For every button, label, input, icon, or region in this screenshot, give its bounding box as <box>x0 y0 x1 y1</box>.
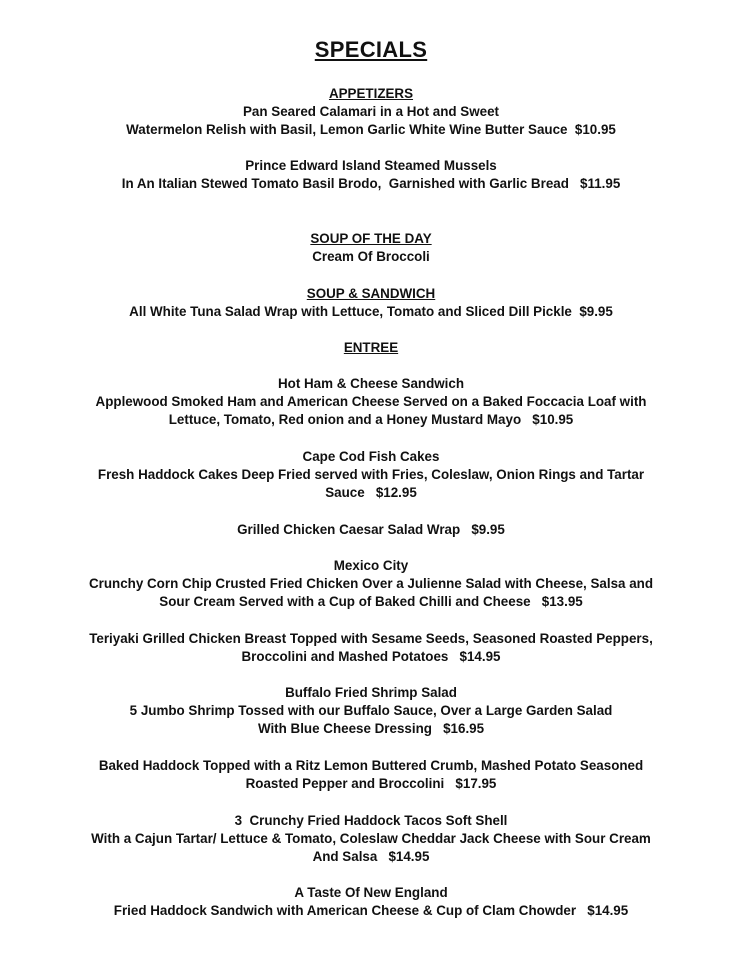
entree-ham-cheese-desc-1: Applewood Smoked Ham and American Cheese Served on a Baked Foccacia Loaf with <box>95 394 647 409</box>
section-heading-entree: ENTREE <box>343 340 399 355</box>
entree-ham-cheese-desc-2: Lettuce, Tomato, Red onion and a Honey Mustard Mayo $10.95 <box>168 412 574 427</box>
soup-sandwich-item: All White Tuna Salad Wrap with Lettuce, Tomato and Sliced Dill Pickle $9.95 <box>129 304 613 319</box>
appetizer-mussels-line-2: In An Italian Stewed Tomato Basil Brodo, Garnished with Garlic Bread $11.95 <box>121 176 621 191</box>
soup-of-the-day-item: Cream Of Broccoli <box>312 249 430 264</box>
section-heading-soup-sandwich: SOUP & SANDWICH <box>306 286 436 301</box>
section-heading-appetizers: APPETIZERS <box>328 86 414 101</box>
entree-mexico-city-name: Mexico City <box>333 558 409 573</box>
entree-baked-haddock-desc-2: Roasted Pepper and Broccolini $17.95 <box>245 776 497 791</box>
entree-mexico-city-desc-1: Crunchy Corn Chip Crusted Fried Chicken Over a Julienne Salad with Cheese, Salsa and <box>88 576 654 591</box>
entree-buffalo-shrimp-desc-1: 5 Jumbo Shrimp Tossed with our Buffalo Sauce, Over a Large Garden Salad <box>129 703 613 718</box>
entree-taste-of-new-england-desc-1: Fried Haddock Sandwich with American Cheese & Cup of Clam Chowder $14.95 <box>113 903 629 918</box>
entree-haddock-tacos-desc-1: With a Cajun Tartar/ Lettuce & Tomato, Coleslaw Cheddar Jack Cheese with Sour Cream <box>91 831 651 846</box>
section-heading-soup-of-the-day: SOUP OF THE DAY <box>310 231 432 246</box>
page-title: SPECIALS <box>314 37 428 62</box>
appetizer-mussels-line-1: Prince Edward Island Steamed Mussels <box>245 158 497 173</box>
entree-teriyaki-desc-2: Broccolini and Mashed Potatoes $14.95 <box>241 649 501 664</box>
entree-haddock-tacos-desc-2: And Salsa $14.95 <box>312 849 430 864</box>
entree-haddock-tacos-name: 3 Crunchy Fried Haddock Tacos Soft Shell <box>234 813 508 828</box>
entree-ham-cheese-name: Hot Ham & Cheese Sandwich <box>277 376 465 391</box>
entree-teriyaki-desc-1: Teriyaki Grilled Chicken Breast Topped with Sesame Seeds, Seasoned Roasted Peppers, <box>89 631 653 646</box>
entree-baked-haddock-desc-1: Baked Haddock Topped with a Ritz Lemon Buttered Crumb, Mashed Potato Seasoned <box>98 758 644 773</box>
entree-fish-cakes-name: Cape Cod Fish Cakes <box>302 449 440 464</box>
appetizer-calamari-line-1: Pan Seared Calamari in a Hot and Sweet <box>243 104 499 119</box>
entree-buffalo-shrimp-name: Buffalo Fried Shrimp Salad <box>285 685 457 700</box>
entree-fish-cakes-desc-1: Fresh Haddock Cakes Deep Fried served with Fries, Coleslaw, Onion Rings and Tartar <box>97 467 645 482</box>
appetizer-calamari-line-2: Watermelon Relish with Basil, Lemon Garlic White Wine Butter Sauce $10.95 <box>126 122 616 137</box>
entree-taste-of-new-england-name: A Taste Of New England <box>294 885 448 900</box>
entree-fish-cakes-desc-2: Sauce $12.95 <box>325 485 417 500</box>
entree-buffalo-shrimp-desc-2: With Blue Cheese Dressing $16.95 <box>257 721 485 736</box>
entree-caesar-wrap: Grilled Chicken Caesar Salad Wrap $9.95 <box>237 522 505 537</box>
entree-mexico-city-desc-2: Sour Cream Served with a Cup of Baked Chilli and Cheese $13.95 <box>159 594 583 609</box>
